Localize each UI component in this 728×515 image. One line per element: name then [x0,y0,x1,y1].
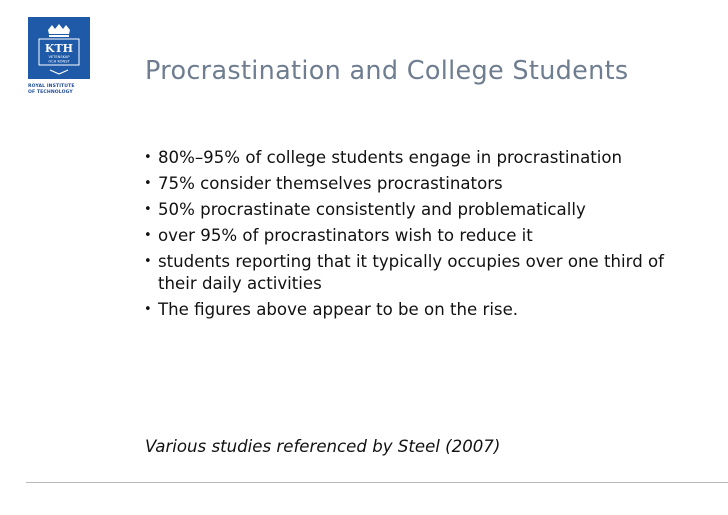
bullet-marker: • [144,202,152,217]
bullet-item [144,251,684,295]
source-citation: Various studies referenced by Steel (2007) [145,437,501,456]
bullet-marker: • [144,254,152,269]
logo-line: OF TECHNOLOGY [28,90,73,95]
bullet-item [144,299,684,321]
logo-badge-subtext-1: VETENSKAP [48,55,70,59]
logo-badge-text: KTH [44,42,74,55]
bullet-list [144,147,684,325]
bullet-text: over 95% of procrastinators wish to reduce it [158,226,533,245]
bullet-item [144,147,684,169]
bullet-text: 50% procrastinate consistently and problematically [158,200,586,219]
kth-crest-icon [28,17,90,79]
bullet-text: 80%–95% of college students engage in procrastination [158,148,623,167]
bullet-item [144,173,684,195]
footer-divider [26,482,728,483]
bullet-text: students reporting that it typically occupies over one third of their daily activities [158,252,664,293]
bullet-marker: • [144,302,152,317]
bullet-item [144,225,684,247]
slide-title: Procrastination and College Students [145,56,629,86]
kth-logo [28,17,90,79]
bullet-marker: • [144,176,152,191]
bullet-marker: • [144,150,152,165]
logo-line: ROYAL INSTITUTE [28,84,75,89]
bullet-marker: • [144,228,152,243]
logo-badge-subtext-2: OCH KONST [48,59,70,64]
bullet-item [144,199,684,221]
bullet-text: 75% consider themselves procrastinators [158,174,503,193]
bullet-text: The figures above appear to be on the rise. [158,300,519,319]
